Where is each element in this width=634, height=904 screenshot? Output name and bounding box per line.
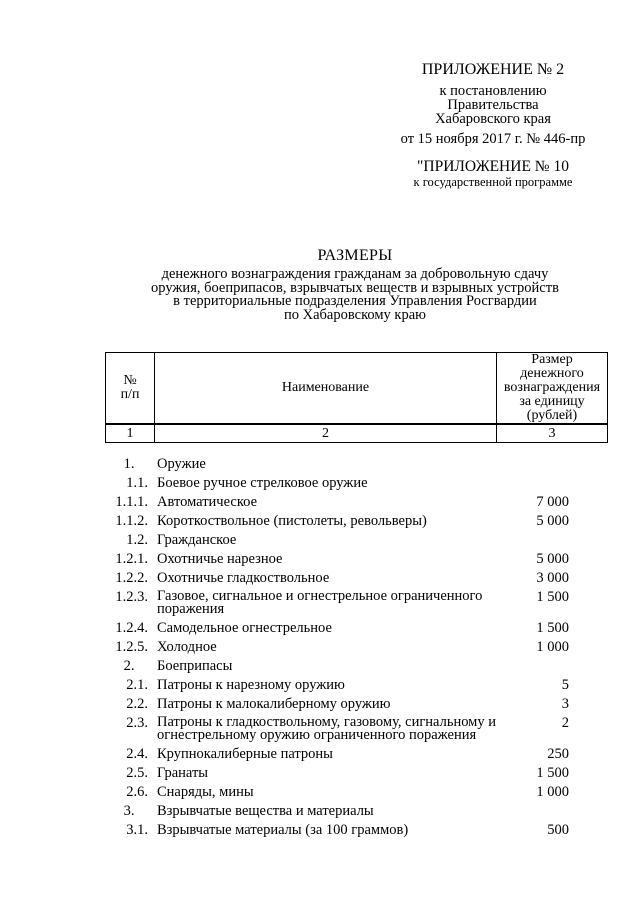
row-number: 1.	[123, 456, 135, 472]
table-row	[0, 568, 634, 587]
table-row	[0, 587, 634, 618]
header-name: Наименование	[155, 353, 497, 425]
row-amount: 5 000	[536, 551, 569, 567]
appendix-date: от 15 ноября 2017 г. № 446-пр	[400, 131, 586, 147]
appendix-line: Хабаровского края	[435, 111, 551, 127]
row-amount: 2	[561, 715, 569, 731]
document-subtitle	[130, 268, 580, 322]
row-name: Охотничье гладкоствольное	[157, 570, 330, 586]
table-row	[0, 656, 634, 675]
row-number: 2.	[123, 658, 135, 674]
row-amount: 1 000	[536, 784, 569, 800]
row-name: Патроны к малокалиберному оружию	[157, 696, 391, 712]
row-amount: 500	[547, 822, 569, 838]
row-name: Боеприпасы	[157, 658, 233, 674]
table-row	[0, 454, 634, 473]
row-number: 3.	[123, 803, 135, 819]
row-amount: 7 000	[536, 494, 569, 510]
table-header	[105, 352, 608, 443]
row-name: Патроны к гладкоствольному, газовому, сигнальному и огнестрельному оружию ограниченного поражения	[157, 714, 496, 743]
row-name: Патроны к нарезному оружию	[157, 677, 345, 693]
row-amount: 1 000	[536, 639, 569, 655]
table-row	[0, 511, 634, 530]
table-row	[0, 637, 634, 656]
table-row	[0, 530, 634, 549]
table-row	[0, 801, 634, 820]
row-number: 2.5.	[126, 765, 148, 781]
table-row	[0, 763, 634, 782]
column-number-3: 3	[497, 424, 608, 443]
row-name: Боевое ручное стрелковое оружие	[157, 475, 368, 491]
row-number: 1.2.2.	[115, 570, 148, 586]
header-amount: Размер денежного вознаграждения за единицу (рублей)	[497, 353, 608, 425]
row-amount: 3	[561, 696, 569, 712]
subtitle-line: в территориальные подразделения Управления Росгвардии	[173, 293, 537, 309]
subtitle-line: по Хабаровскому краю	[284, 306, 426, 323]
row-number: 1.2.5.	[115, 639, 148, 655]
row-name: Крупнокалиберные патроны	[157, 746, 333, 762]
row-number: 1.1.1.	[115, 494, 148, 510]
table-row	[0, 713, 634, 744]
row-number: 3.1.	[126, 822, 148, 838]
table-row	[0, 675, 634, 694]
appendix-line: к постановлению	[439, 83, 547, 99]
row-amount: 250	[547, 746, 569, 762]
row-amount: 1 500	[536, 589, 569, 605]
table-row	[0, 820, 634, 839]
subtitle-line: оружия, боеприпасов, взрывчатых веществ и взрывных устройств	[151, 279, 559, 296]
row-number: 1.2.4.	[115, 620, 148, 636]
row-number: 1.2.	[126, 532, 148, 548]
row-amount: 1 500	[536, 765, 569, 781]
appendix-title-2: "ПРИЛОЖЕНИЕ № 10	[417, 158, 569, 175]
row-number: 2.4.	[126, 746, 148, 762]
row-name: Оружие	[157, 456, 206, 472]
row-amount: 5	[561, 677, 569, 693]
column-number-2: 2	[155, 424, 497, 443]
row-number: 1.2.1.	[115, 551, 148, 567]
row-name: Взрывчатые вещества и материалы	[157, 803, 374, 819]
appendix-block	[398, 60, 588, 189]
row-amount: 1 500	[536, 620, 569, 636]
row-name: Охотничье нарезное	[157, 551, 283, 567]
row-amount: 3 000	[536, 570, 569, 586]
table-row	[0, 782, 634, 801]
row-name: Автоматическое	[157, 494, 258, 510]
table-body	[0, 454, 634, 839]
row-name: Гражданское	[157, 532, 237, 548]
subtitle-line: денежного вознаграждения гражданам за добровольную сдачу	[161, 266, 549, 282]
row-number: 1.1.2.	[115, 513, 148, 529]
table-row	[0, 473, 634, 492]
column-number-1: 1	[106, 424, 155, 443]
header-number: № п/п	[106, 353, 155, 425]
table-row	[0, 744, 634, 763]
row-number: 1.2.3.	[115, 589, 148, 605]
row-name: Газовое, сигнальное и огнестрельное ограниченного поражения	[157, 588, 483, 617]
document-title: РАЗМЕРЫ	[317, 247, 393, 264]
table-row	[0, 618, 634, 637]
row-number: 2.6.	[126, 784, 148, 800]
row-name: Взрывчатые материалы (за 100 граммов)	[157, 822, 409, 838]
row-amount: 5 000	[536, 513, 569, 529]
row-number: 1.1.	[126, 475, 148, 491]
row-number: 2.1.	[126, 677, 148, 693]
row-number: 2.2.	[126, 696, 148, 712]
appendix-line: Правительства	[447, 97, 539, 113]
table-row	[0, 694, 634, 713]
appendix-title: ПРИЛОЖЕНИЕ № 2	[421, 61, 565, 78]
appendix-line: к государственной программе	[413, 175, 573, 189]
row-name: Короткоствольное (пистолеты, револьверы)	[157, 513, 427, 529]
row-name: Холодное	[157, 639, 217, 655]
table-row	[0, 549, 634, 568]
row-name: Снаряды, мины	[157, 784, 254, 800]
table-row	[0, 492, 634, 511]
row-name: Гранаты	[157, 765, 209, 781]
row-name: Самодельное огнестрельное	[157, 620, 332, 636]
row-number: 2.3.	[126, 715, 148, 731]
